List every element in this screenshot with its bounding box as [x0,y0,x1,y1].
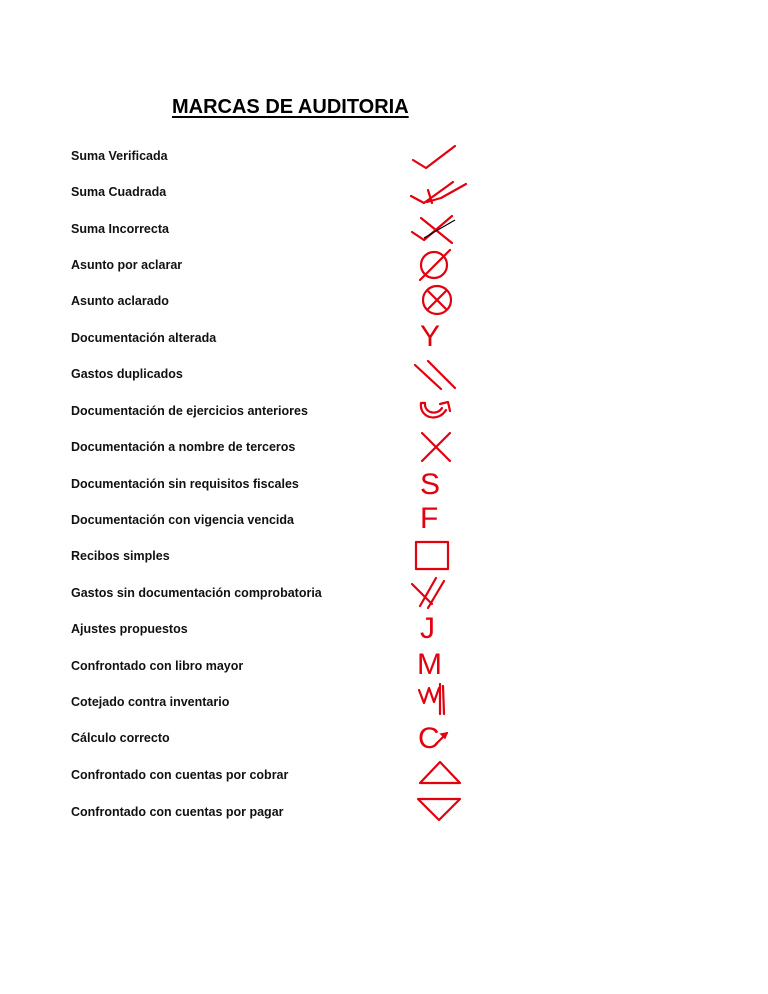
letter-y-icon [420,320,440,353]
cursive-w-icon [419,684,444,714]
letter-f-icon [420,502,438,535]
svg-text:M: M [417,648,442,681]
label-suma-incorrecta: Suma Incorrecta [71,222,169,236]
label-vigencia-vencida: Documentación con vigencia vencida [71,513,294,527]
label-asunto-aclarado: Asunto aclarado [71,294,169,308]
letter-c-arrow-icon [418,722,447,755]
curved-arrow-icon [421,402,450,417]
label-suma-cuadrada: Suma Cuadrada [71,185,167,199]
triangle-up-icon [420,762,460,783]
label-suma-verificada: Suma Verificada [71,149,168,163]
label-calculo-correcto: Cálculo correcto [71,731,170,745]
svg-text:Y: Y [420,320,441,353]
svg-text:S: S [420,468,441,501]
page-title: MARCAS DE AUDITORIA [172,96,409,118]
square-icon [416,542,448,569]
label-ejercicios-anteriores: Documentación de ejercicios anteriores [71,404,308,418]
label-ajustes-propuestos: Ajustes propuestos [71,622,188,636]
label-asunto-por-aclarar: Asunto por aclarar [71,258,183,272]
label-inventario: Cotejado contra inventario [71,695,230,709]
double-check-mark-icon [411,182,466,203]
triangle-down-icon [418,799,460,820]
label-nombre-terceros: Documentación a nombre de terceros [71,440,296,454]
label-cuentas-cobrar: Confrontado con cuentas por cobrar [71,768,289,782]
x-mark-icon [422,433,450,461]
letter-j-icon [420,612,435,645]
label-gastos-duplicados: Gastos duplicados [71,367,183,381]
svg-text:C: C [418,722,440,755]
slashed-circle-icon [420,250,450,280]
label-cuentas-pagar: Confrontado con cuentas por pagar [71,805,284,819]
label-sin-documentacion: Gastos sin documentación comprobatoria [71,586,322,600]
circled-x-icon [423,286,451,314]
letter-m-icon [417,648,442,681]
letter-s-icon [420,468,440,501]
double-slash-icon [415,361,455,389]
check-mark-icon [413,146,455,168]
label-recibos-simples: Recibos simples [71,549,170,563]
label-sin-requisitos-fiscales: Documentación sin requisitos fiscales [71,477,299,491]
label-documentacion-alterada: Documentación alterada [71,331,217,345]
hash-slash-icon [412,578,444,608]
svg-text:J: J [420,612,435,645]
svg-text:F: F [420,502,439,535]
crossed-check-icon [412,216,455,243]
label-libro-mayor: Confrontado con libro mayor [71,659,244,673]
